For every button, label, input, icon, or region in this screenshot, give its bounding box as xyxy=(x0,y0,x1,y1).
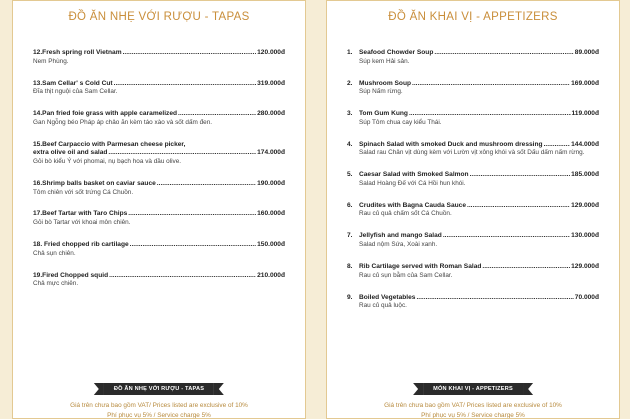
footer-service-note: Phí phục vụ 5% / Service charge 5% xyxy=(421,412,525,419)
menu-item-number: 6. xyxy=(347,201,353,209)
page-title: ĐỒ ĂN NHẸ VỚI RƯỢU - TAPAS xyxy=(68,11,250,23)
menu-item-line xyxy=(347,263,599,272)
menu-item-description: Gan Ngỗng béo Pháp áp chảo ăn kèm táo xào và sốt dấm đen. xyxy=(33,118,213,126)
menu-item-name: 19.Fired Chopped squid xyxy=(33,271,109,279)
menu-item-price: 119.000đ xyxy=(571,110,599,118)
menu-item xyxy=(33,80,285,97)
menu-item-line xyxy=(33,180,285,189)
menu-item xyxy=(33,241,285,258)
menu-item-price: 89.000đ xyxy=(574,49,599,56)
menu-item-price: 150.000đ xyxy=(257,241,285,249)
menu-item-line xyxy=(347,80,599,89)
dot-leader xyxy=(109,272,256,281)
menu-item-price: 130.000đ xyxy=(571,232,599,240)
menu-item-price: 169.000đ xyxy=(571,79,599,87)
menu-item-line xyxy=(33,272,285,281)
menu-item-line xyxy=(33,241,285,250)
menu-item-name: 18. Fried chopped rib cartilage xyxy=(33,241,129,249)
menu-item-name: Spinach Salad with smoked Duck and mushroom dressing xyxy=(359,140,543,148)
menu-item-price: 210.000đ xyxy=(257,271,285,279)
menu-item-number: 7. xyxy=(347,232,353,240)
menu-item-line xyxy=(347,294,599,303)
footer-service-note: Phí phục vụ 5% / Service charge 5% xyxy=(107,412,211,419)
menu-item xyxy=(347,49,599,66)
menu-item-name: Jellyfish and mango Salad xyxy=(359,232,442,240)
menu-page-appetizers xyxy=(326,0,620,419)
menu-item xyxy=(347,141,599,158)
menu-item-description: Gỏi bò kiểu Ý với phomai, nụ bạch hoa và dầu olive. xyxy=(33,157,182,165)
menu-item-price: 129.000đ xyxy=(571,201,599,209)
menu-item xyxy=(33,180,285,197)
menu-item-number: 4. xyxy=(347,140,353,148)
menu-item xyxy=(33,272,285,289)
menu-item-line xyxy=(347,110,599,119)
menu-list xyxy=(347,49,599,324)
menu-item-description: Súp Nấm rừng. xyxy=(359,88,403,96)
page-title: ĐỒ ĂN KHAI VỊ - APPETIZERS xyxy=(388,11,558,23)
menu-item-description: Chả mực chiên. xyxy=(33,280,79,288)
menu-item-name: 17.Beef Tartar with Taro Chips xyxy=(33,210,128,218)
menu-item-name: 15.Beef Carpaccio with Parmesan cheese picker, xyxy=(33,140,186,148)
menu-item xyxy=(33,110,285,127)
footer-note xyxy=(327,401,619,419)
menu-item-number: 2. xyxy=(347,79,353,87)
menu-item-description: Chả sụn chiên. xyxy=(33,249,76,257)
menu-item-line xyxy=(347,232,599,241)
menu-item xyxy=(347,202,599,219)
menu-item xyxy=(347,171,599,188)
dot-leader xyxy=(128,210,256,219)
menu-item xyxy=(347,232,599,249)
menu-item-description: Súp kem Hải sản. xyxy=(359,57,410,65)
menu-item-price: 185.000đ xyxy=(571,171,599,179)
menu-item-price: 129.000đ xyxy=(571,263,599,271)
menu-item-name: Tom Gum Kung xyxy=(359,110,408,118)
menu-item-description: Nem Phùng. xyxy=(33,57,69,65)
menu-item-line xyxy=(33,149,285,158)
dot-leader xyxy=(108,149,256,158)
menu-item xyxy=(347,294,599,311)
menu-item-description: Rau củ sụn bằm của Sam Cellar. xyxy=(359,271,453,279)
menu-list xyxy=(33,49,285,302)
menu-item-name: Caesar Salad with Smoked Salmon xyxy=(359,171,469,179)
menu-item-price: 319.000đ xyxy=(257,79,285,87)
menu-item-description: Salad Hoàng Đế với Cá Hồi hun khói. xyxy=(359,179,466,187)
menu-item-description: Đĩa thịt nguội của Sam Cellar. xyxy=(33,88,118,96)
menu-item-line xyxy=(33,80,285,89)
footer-note xyxy=(13,401,305,419)
menu-item-price: 144.000đ xyxy=(571,140,599,148)
menu-item-number: 8. xyxy=(347,263,353,271)
menu-item-price: 160.000đ xyxy=(257,210,285,218)
menu-item-number: 1. xyxy=(347,49,353,56)
dot-leader xyxy=(443,232,570,241)
menu-item-description: Gỏi bò Tartar với khoai môn chiên. xyxy=(33,219,131,227)
menu-item-price: 174.000đ xyxy=(257,149,285,157)
dot-leader xyxy=(114,80,257,89)
menu-item xyxy=(347,80,599,97)
dot-leader xyxy=(416,294,573,303)
menu-item-name: Crudites with Bagna Cauda Sauce xyxy=(359,201,466,209)
menu-item xyxy=(347,110,599,127)
menu-item-line xyxy=(33,49,285,58)
dot-leader xyxy=(157,180,256,189)
menu-item-name: 12.Fresh spring roll Vietnam xyxy=(33,49,122,56)
menu-item-description: Rau củ quả chấm sốt Cá Chuồn. xyxy=(359,210,452,218)
menu-item-price: 70.000đ xyxy=(574,293,599,301)
menu-item xyxy=(347,263,599,280)
menu-item-name: Boiled Vegetables xyxy=(359,293,416,301)
menu-item-description: Súp Tôm chua cay kiểu Thái. xyxy=(359,118,442,126)
menu-item-name-continued: extra olive oil and salad xyxy=(33,149,108,157)
menu-item-name: Seafood Chowder Soup xyxy=(359,49,434,56)
menu-item-name: Mushroom Soup xyxy=(359,79,412,87)
dot-leader xyxy=(470,171,571,180)
menu-item-name: 16.Shrimp balls basket on caviar sauce xyxy=(33,179,156,187)
menu-item xyxy=(33,49,285,66)
menu-item-line xyxy=(347,171,599,180)
menu-item-line xyxy=(33,141,285,150)
menu-item-price: 280.000đ xyxy=(257,110,285,118)
footer-vat-note: Giá trên chưa bao gồm VAT/ Prices listed are exclusive of 10% xyxy=(70,402,248,409)
menu-item-name: 14.Pan fried foie grass with apple caramelized xyxy=(33,110,178,118)
menu-item-price: 190.000đ xyxy=(257,179,285,187)
menu-page-tapas xyxy=(12,0,306,419)
menu-item xyxy=(33,141,285,167)
dot-leader xyxy=(409,110,571,119)
menu-item-description: Rau củ quả luộc. xyxy=(359,302,407,310)
menu-item-description: Tôm chiên với sốt trứng Cá Chuồn. xyxy=(33,188,134,196)
menu-item-line xyxy=(33,210,285,219)
dot-leader xyxy=(467,202,570,211)
dot-leader xyxy=(434,49,573,58)
menu-item-line xyxy=(347,49,599,58)
menu-item-name: Rib Cartilage served with Roman Salad xyxy=(359,263,482,271)
menu-item-description: Salad rau Chân vịt dùng kèm với Lườn vịt xông khói và sốt Dấu dấm nấm rừng. xyxy=(359,149,585,157)
section-banner: ĐỒ ĂN NHẸ VỚI RƯỢU - TAPAS xyxy=(104,383,214,395)
dot-leader xyxy=(412,80,570,89)
section-banner: MÓN KHAI VỊ - APPETIZERS xyxy=(423,383,523,395)
dot-leader xyxy=(123,49,257,58)
menu-item-number: 5. xyxy=(347,171,353,179)
menu-item-price: 120.000đ xyxy=(257,49,285,56)
footer-vat-note: Giá trên chưa bao gồm VAT/ Prices listed are exclusive of 10% xyxy=(384,402,562,409)
menu-item-line xyxy=(33,110,285,119)
menu-item-name: 13.Sam Cellar' s Cold Cut xyxy=(33,79,113,87)
menu-item-number: 9. xyxy=(347,293,353,301)
menu-item xyxy=(33,210,285,227)
dot-leader xyxy=(482,263,570,272)
menu-item-description: Salad nộm Sứa, Xoài xanh. xyxy=(359,241,438,249)
dot-leader xyxy=(130,241,256,250)
menu-item-number: 3. xyxy=(347,110,353,118)
dot-leader xyxy=(178,110,256,119)
